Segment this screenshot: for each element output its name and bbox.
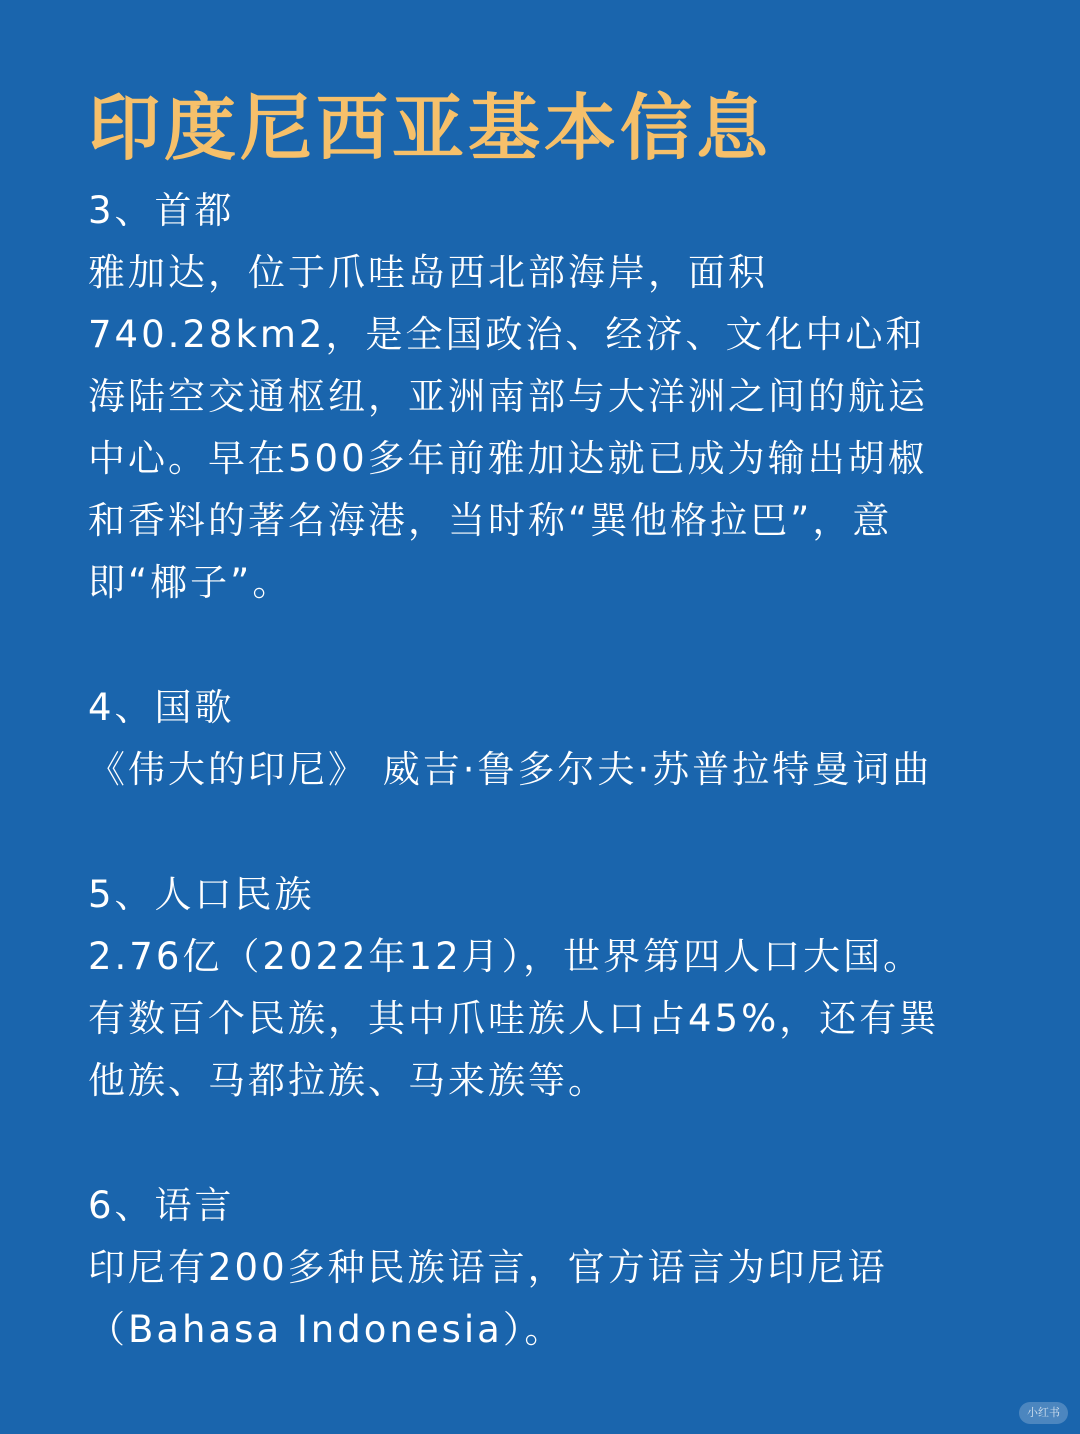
- paragraph-line: 《伟大的印尼》 威吉·鲁多尔夫·苏普拉特曼词曲: [88, 748, 933, 791]
- section-capital: [88, 180, 1018, 614]
- paragraph-line: 印尼有200多种民族语言，官方语言为印尼语: [88, 1246, 888, 1289]
- paragraph-line: （Bahasa Indonesia）。: [88, 1308, 565, 1351]
- section-population: [88, 864, 1018, 1112]
- paragraph-line: 有数百个民族，其中爪哇族人口占45%，还有巽: [88, 997, 940, 1040]
- section-heading: 5、人口民族: [88, 873, 315, 916]
- paragraph-line: 2.76亿（2022年12月），世界第四人口大国。: [88, 935, 924, 978]
- section-heading: 4、国歌: [88, 686, 235, 729]
- paragraph-line: 740.28km2，是全国政治、经济、文化中心和: [88, 313, 926, 356]
- section-heading: 6、语言: [88, 1184, 235, 1227]
- watermark-logo: 小红书: [1019, 1402, 1068, 1424]
- page-title: 印度尼西亚基本信息: [88, 86, 773, 170]
- section-anthem: [88, 677, 1018, 801]
- paragraph-line: 雅加达，位于爪哇岛西北部海岸，面积: [88, 251, 768, 294]
- paragraph-line: 他族、马都拉族、马来族等。: [88, 1059, 608, 1102]
- article-body: [88, 180, 1018, 1361]
- paragraph-line: 即“椰子”。: [88, 561, 293, 604]
- section-language: [88, 1175, 1018, 1361]
- section-heading: 3、首都: [88, 189, 235, 232]
- paragraph-line: 和香料的著名海港，当时称“巽他格拉巴”，意: [88, 499, 893, 542]
- paragraph-line: 海陆空交通枢纽，亚洲南部与大洋洲之间的航运: [88, 375, 928, 418]
- paragraph-line: 中心。早在500多年前雅加达就已成为输出胡椒: [88, 437, 928, 480]
